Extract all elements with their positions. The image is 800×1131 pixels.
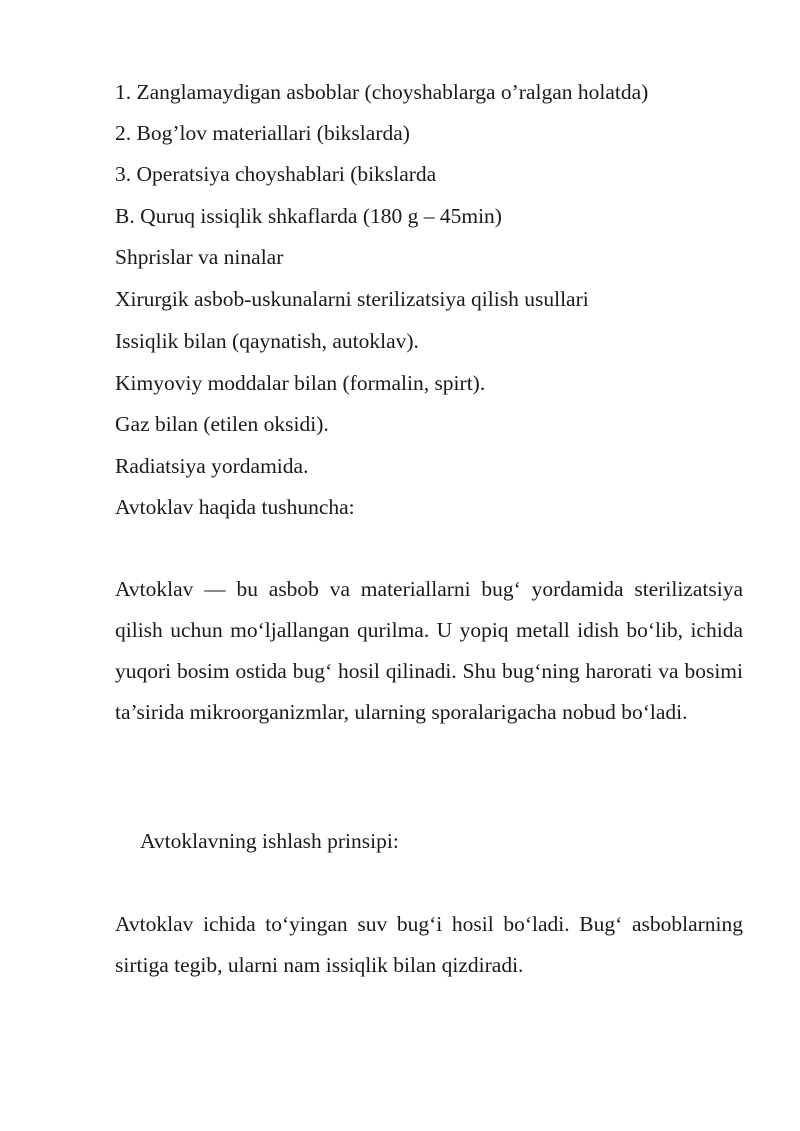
list-line-3: 3. Operatsiya choyshablari (bikslarda bbox=[115, 162, 437, 186]
list-line-2: 2. Bog’lov materiallari (bikslarda) bbox=[115, 121, 410, 145]
list-line-1: 1. Zanglamaydigan asboblar (choyshablarga o’ralgan holatda) bbox=[115, 80, 649, 104]
list-line-10: Radiatsiya yordamida. bbox=[115, 454, 309, 478]
paragraph-avtoklav-principle: Avtoklav ichida to‘yingan suv bug‘i hosil bo‘ladi. Bug‘ asboblarning sirtiga tegib, ularni nam issiqlik bilan qizdiradi. bbox=[115, 912, 743, 977]
paragraph-avtoklav-definition: Avtoklav — bu asbob va materiallarni bug‘ yordamida sterilizatsiya qilish uchun mo‘ljallangan qurilma. U yopiq metall idish bo‘lib, ichida yuqori bosim ostida bug‘ hosil qilinadi. Shu bug‘ning harorati va bosimi ta’sirida mikroorganizmlar, ularning sporalarigacha nobud bo‘ladi. bbox=[115, 577, 743, 724]
list-line-7: Issiqlik bilan (qaynatish, autoklav). bbox=[115, 329, 419, 353]
list-line-5: Shprislar va ninalar bbox=[115, 245, 284, 269]
list-line-9: Gaz bilan (etilen oksidi). bbox=[115, 412, 329, 436]
list-line-8: Kimyoviy moddalar bilan (formalin, spirt). bbox=[115, 371, 486, 395]
section-heading-avtoklav: Avtoklav haqida tushuncha: bbox=[115, 495, 355, 519]
list-line-6: Xirurgik asbob-uskunalarni sterilizatsiya qilish usullari bbox=[115, 287, 589, 311]
list-line-4: B. Quruq issiqlik shkaflarda (180 g – 45min) bbox=[115, 204, 502, 228]
section-heading-principle: Avtoklavning ishlash prinsipi: bbox=[140, 829, 399, 853]
